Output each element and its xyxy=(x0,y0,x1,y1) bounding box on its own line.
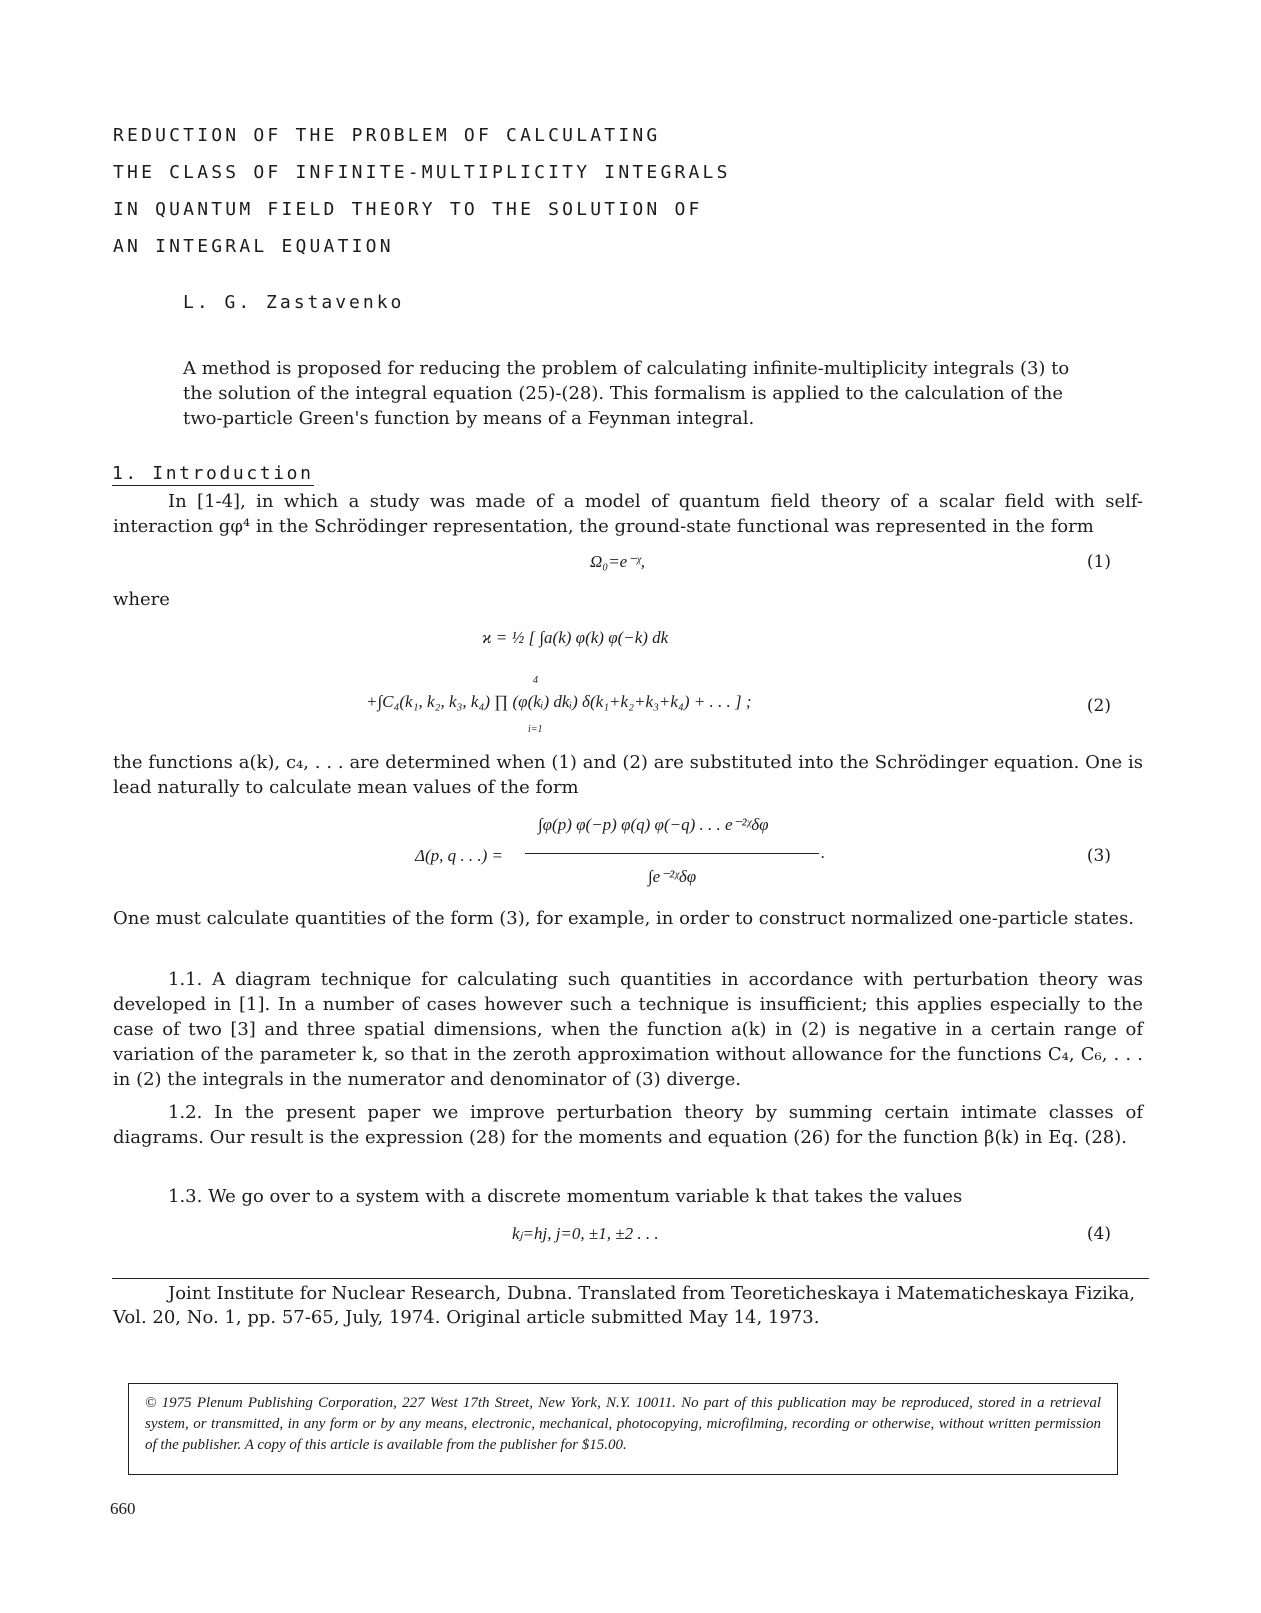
equation-1-number: (1) xyxy=(1086,552,1111,572)
paragraph-1-2: 1.2. In the present paper we improve perturbation theory by summing certain intimate classes of diagrams. Our result is the expression (28) for the moments and equation (26) for the function β(k) in Eq. (28). xyxy=(113,1102,1143,1148)
equation-4: kⱼ=hj, j=0, ±1, ±2 . . . xyxy=(512,1224,659,1243)
page-number: 660 xyxy=(110,1499,136,1518)
equation-4-number: (4) xyxy=(1086,1224,1111,1244)
equation-3-period: . xyxy=(821,843,826,862)
equation-2-number: (2) xyxy=(1086,696,1111,716)
after-equation-2: the functions a(k), c₄, . . . are determined when (1) and (2) are substituted into the Schrödinger equation. One is lead naturally to calculate mean values of the form xyxy=(113,752,1143,798)
equation-2-line-1: ϰ = ½ [ ∫a(k) φ(k) φ(−k) dk xyxy=(482,628,669,647)
paragraph-1-1: 1.1. A diagram technique for calculating such quantities in accordance with perturbation theory was developed in [1]. In a number of cases however such a technique is insufficient; this applies especially to the case of two [3] and three spatial dimensions, when the function a(k) in (2) is negative in a certain range of variation of the parameter k, so that in the zeroth approximation without allowance for the functions C₄, C₆, . . . in (2) the integrals in the numerator and denominator of (3) diverge. xyxy=(113,969,1143,1090)
intro-paragraph: In [1-4], in which a study was made of a model of quantum field theory of a scalar field with self-interaction gφ⁴ in the Schrödinger representation, the ground-state functional was represented in the form xyxy=(113,491,1143,537)
where-text: where xyxy=(113,589,170,610)
author: L. G. Zastavenko xyxy=(183,292,405,313)
abstract: A method is proposed for reducing the problem of calculating infinite-multiplicity integrals (3) to the solution of the integral equation (25)-(28). This formalism is applied to the calculation of the two-particle Green's function by means of a Feynman integral. xyxy=(183,358,1070,429)
title-line-2: THE CLASS OF INFINITE-MULTIPLICITY INTEGRALS xyxy=(113,162,731,183)
product-upper-limit: 4 xyxy=(533,675,538,686)
footnote-divider xyxy=(112,1278,1149,1279)
equation-3-numerator: ∫φ(p) φ(−p) φ(q) φ(−q) . . . e⁻²ᵡδφ xyxy=(538,815,769,834)
copyright-text: © 1975 Plenum Publishing Corporation, 227 West 17th Street, New York, N.Y. 10011. No part of this publication may be reproduced, stored in a retrieval system, or transmitted, in any form or by any means, electronic, mechanical, photocopying, microfilming, recording or otherwise, without written permission of the publisher. A copy of this article is available from the publisher for $15.00. xyxy=(145,1395,1101,1453)
copyright-box xyxy=(128,1383,1118,1475)
equation-3-lhs: Δ(p, q . . .) = xyxy=(415,846,504,865)
equation-3-denominator: ∫e⁻²ᵡδφ xyxy=(648,867,697,886)
equation-2-line-2: +∫C₄(k₁, k₂, k₃, k₄) ∏ (φ(kᵢ) dkᵢ) δ(k₁+k₂+k₃+k₄) + . . . ] ; xyxy=(366,692,752,711)
product-lower-limit: i=1 xyxy=(528,724,543,735)
fraction-bar xyxy=(525,853,819,854)
title-line-4: AN INTEGRAL EQUATION xyxy=(113,236,394,257)
equation-3-number: (3) xyxy=(1086,846,1111,866)
after-equation-3: One must calculate quantities of the form (3), for example, in order to construct normalized one-particle states. xyxy=(113,908,1135,929)
equation-1: Ω₀=e⁻ᵡ, xyxy=(590,552,646,571)
title-line-3: IN QUANTUM FIELD THEORY TO THE SOLUTION OF xyxy=(113,199,703,220)
footnote: Joint Institute for Nuclear Research, Dubna. Translated from Teoreticheskaya i Matematicheskaya Fizika, Vol. 20, No. 1, pp. 57-65, July, 1974. Original article submitted May 14, 1973. xyxy=(113,1283,1136,1328)
paragraph-1-3: 1.3. We go over to a system with a discrete momentum variable k that takes the values xyxy=(168,1186,963,1207)
section-heading: 1. Introduction xyxy=(112,463,314,484)
title-line-1: REDUCTION OF THE PROBLEM OF CALCULATING xyxy=(113,125,661,146)
